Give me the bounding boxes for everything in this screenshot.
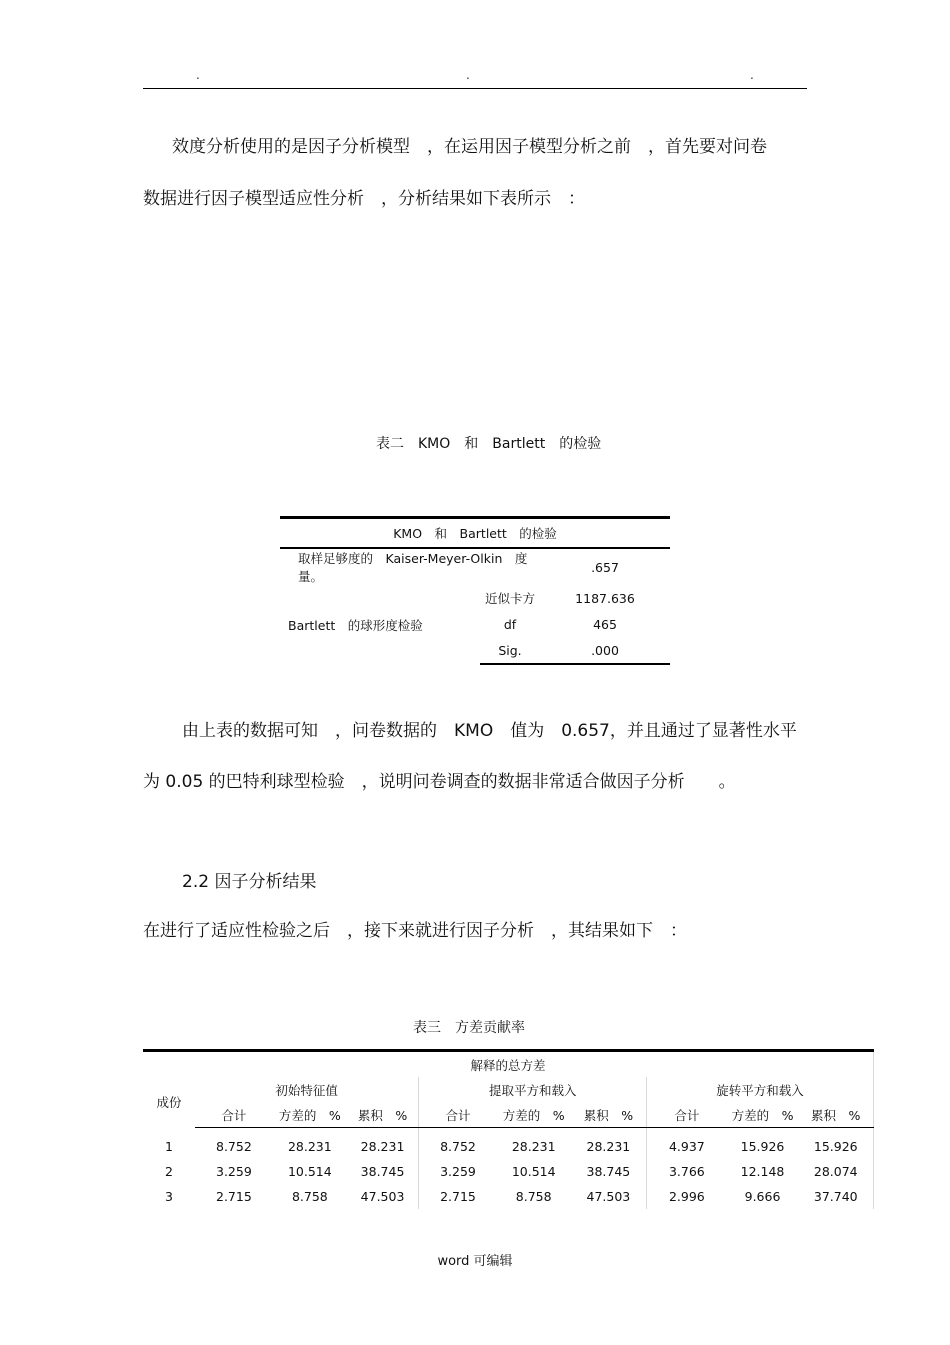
bartlett-df-label: df — [503, 616, 517, 632]
table-cell: 38.745 — [360, 1164, 405, 1179]
table-cell: 2.996 — [647, 1184, 727, 1209]
table-cell: 12.148 — [740, 1164, 785, 1179]
component-number: 2 — [164, 1164, 173, 1179]
group-header-initial: 初始特征值 — [275, 1082, 338, 1098]
table-cell: 28.231 — [586, 1139, 631, 1154]
table-cell: 15.926 — [799, 1128, 874, 1160]
table-cell: 28.231 — [511, 1139, 556, 1154]
table-cell: 37.740 — [799, 1184, 874, 1209]
table-row — [143, 1184, 874, 1209]
table-cell: 8.758 — [291, 1189, 328, 1204]
table-cell: 9.666 — [744, 1189, 781, 1204]
table-cell: 28.074 — [799, 1159, 874, 1184]
table-cell: 10.514 — [511, 1164, 556, 1179]
bartlett-label: Bartlett 的球形度检验 — [288, 617, 423, 633]
component-number: 3 — [164, 1189, 173, 1204]
conclusion-line-2: 为 0.05 的巴特利球型检验 ，说明问卷调查的数据非常适合做因子分析 。 — [143, 772, 736, 792]
subheader-cumulative-pct: 累积 % — [347, 1102, 419, 1128]
table-cell: 4.937 — [647, 1128, 727, 1160]
subheader-cumulative-pct: 累积 % — [799, 1102, 874, 1128]
variance-table — [143, 1049, 874, 1209]
variance-table-title: 解释的总方差 — [143, 1051, 874, 1078]
kmo-table-title: KMO 和 Bartlett 的检验 — [280, 518, 670, 549]
table-cell: 10.514 — [287, 1164, 332, 1179]
intro-line-1: 效度分析使用的是因子分析模型 ，在运用因子模型分析之前 ，首先要对问卷 — [172, 137, 767, 157]
table-cell: 38.745 — [586, 1164, 631, 1179]
kmo-table — [280, 516, 670, 665]
table-cell: 2.715 — [216, 1189, 252, 1204]
header-mark: . — [750, 68, 754, 82]
bartlett-sig-label: Sig. — [480, 637, 540, 664]
component-number: 1 — [164, 1138, 173, 1154]
table-cell: 8.752 — [419, 1128, 497, 1160]
bartlett-chi-value: 1187.636 — [575, 590, 635, 606]
kmo-measure-label: 取样足够度的 Kaiser-Meyer-Olkin 度量。 — [298, 551, 528, 584]
component-header: 成份 — [156, 1095, 182, 1111]
group-header-rotation: 旋转平方和载入 — [647, 1077, 874, 1102]
table-cell: 8.752 — [216, 1139, 252, 1154]
subheader-total: 合计 — [647, 1102, 727, 1128]
table-cell: 3.259 — [216, 1164, 252, 1179]
header-rule — [143, 88, 807, 89]
intro-line-2: 数据进行因子模型适应性分析 ，分析结果如下表所示 ： — [143, 189, 585, 209]
bartlett-df-value: 465 — [593, 616, 617, 632]
section-heading: 2.2 因子分析结果 — [182, 872, 317, 892]
header-mark: . — [466, 68, 470, 82]
table-cell: 15.926 — [740, 1139, 785, 1154]
header-mark: . — [196, 68, 200, 82]
table-cell: 28.231 — [287, 1139, 332, 1154]
variance-table-body — [143, 1128, 874, 1210]
table-cell: 3.766 — [647, 1159, 727, 1184]
subheader-cumulative-pct: 累积 % — [571, 1102, 647, 1128]
table-cell: 47.503 — [586, 1189, 631, 1204]
bartlett-chi-label: 近似卡方 — [484, 591, 535, 606]
table-row — [143, 1128, 874, 1160]
subheader-variance-pct: 方差的 % — [497, 1102, 571, 1128]
group-header-extraction: 提取平方和载入 — [419, 1077, 647, 1102]
kmo-measure-value: .657 — [591, 559, 619, 575]
table3-caption: 表三 方差贡献率 — [413, 1020, 525, 1036]
subheader-variance-pct: 方差的 % — [727, 1102, 799, 1128]
bartlett-sig-value: .000 — [540, 637, 670, 664]
table-cell: 47.503 — [360, 1189, 405, 1204]
table-cell: 28.231 — [360, 1139, 405, 1154]
table-cell: 2.715 — [419, 1184, 497, 1209]
section-intro: 在进行了适应性检验之后 ，接下来就进行因子分析 ，其结果如下 ： — [143, 921, 687, 941]
subheader-variance-pct: 方差的 % — [273, 1102, 347, 1128]
table-cell: 8.758 — [515, 1189, 552, 1204]
table-row — [143, 1159, 874, 1184]
table2-caption: 表二 KMO 和 Bartlett 的检验 — [376, 436, 602, 452]
table-cell: 3.259 — [419, 1159, 497, 1184]
footer-note: word 可编辑 — [437, 1254, 513, 1269]
conclusion-line-1: 由上表的数据可知 ，问卷数据的 KMO 值为 0.657，并且通过了显著性水平 — [182, 721, 797, 741]
subheader-total: 合计 — [195, 1102, 273, 1128]
subheader-total: 合计 — [419, 1102, 497, 1128]
